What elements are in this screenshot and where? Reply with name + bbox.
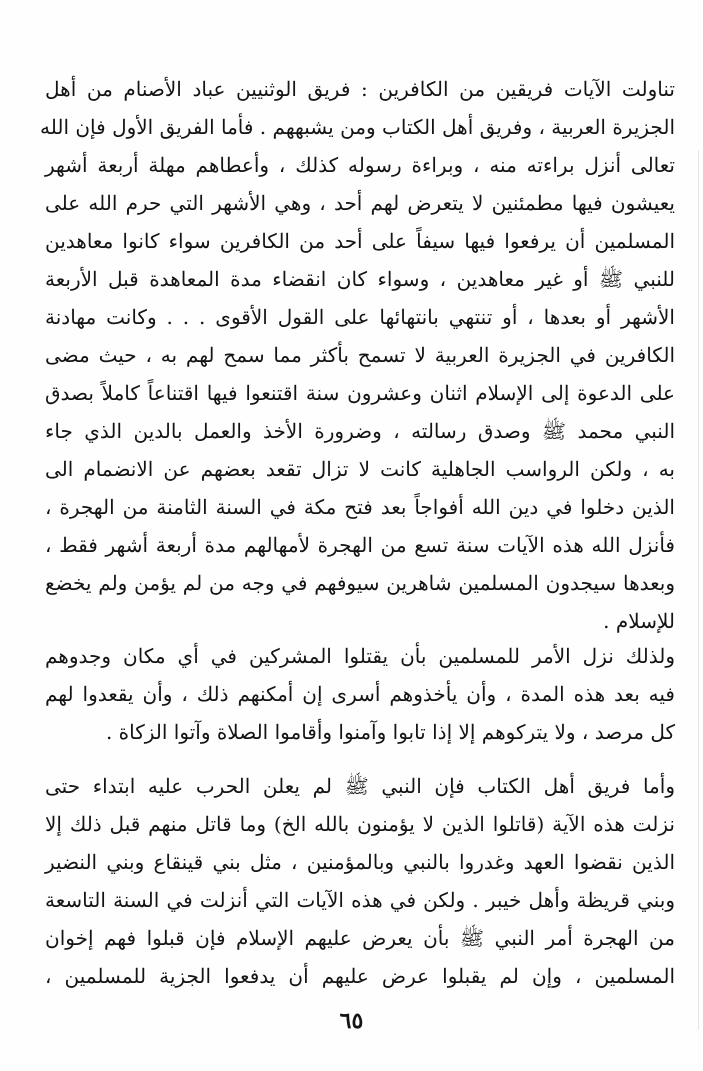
paragraph-1 xyxy=(40,70,675,640)
text-line: الذين نقضوا العهد وغدروا بالنبي وبالمؤمنين ، مثل بني قينقاع وبني النضير xyxy=(45,850,675,874)
text-line: ولذلك نزل الأمر للمسلمين بأن يقتلوا المشركين في أي مكان وجدوهم xyxy=(45,644,675,668)
page-number: ٦٥ xyxy=(339,1008,364,1034)
text-line: النبي محمد ﷺ وصدق رسالته ، وضرورة الأخذ والعمل بالدين الذي جاء xyxy=(45,419,675,443)
text-line: نزلت هذه الآية (قاتلوا الذين لا يؤمنون بالله الخ) وما قاتل منهم قبل ذلك إلا xyxy=(45,812,675,836)
text-line: على الدعوة إلى الإسلام اثنان وعشرون سنة اقتنعوا فيها اقتناعاً كاملاً بصدق xyxy=(45,381,675,405)
text-line: للنبي ﷺ أو غير معاهدين ، وسواء كان انقضاء مدة المعاهدة قبل الأربعة xyxy=(45,267,675,291)
text-line: وبني قريظة وأهل خيبر . ولكن في هذه الآيات التي أنزلت في السنة التاسعة xyxy=(45,888,675,912)
page-edge-line xyxy=(698,150,699,1030)
text-line: تناولت الآيات فريقين من الكافرين : فريق الوثنيين عباد الأصنام من أهل xyxy=(45,77,675,101)
text-line: المسلمين أن يرفعوا فيها سيفاً على أحد من الكافرين سواء كانوا معاهدين xyxy=(45,229,675,253)
text-line: كل مرصد ، ولا يتركوهم إلا إذا تابوا وآمنوا وأقاموا الصلاة وآتوا الزكاة . xyxy=(105,720,675,744)
text-line: يعيشون فيها مطمئنين لا يتعرض لهم أحد ، وهي الأشهر التي حرم الله على xyxy=(45,191,675,215)
text-line: الأشهر أو بعدها ، أو تنتهي بانتهائها على القول الأقوى . . . وكانت مهادنة xyxy=(45,305,675,329)
text-line: الكافرين في الجزيرة العربية لا تسمح بأكثر مما سمح لهم به ، حيث مضى xyxy=(45,343,675,367)
text-line: الجزيرة العربية ، وفريق أهل الكتاب ومن يشبههم . فأما الفريق الأول فإن الله xyxy=(40,115,675,139)
text-line: وأما فريق أهل الكتاب فإن النبي ﷺ لم يعلن الحرب عليه ابتداء حتى xyxy=(45,774,675,798)
text-line: المسلمين ، وإن لم يقبلوا عرض عليهم أن يدفعوا الجزية للمسلمين ، xyxy=(45,964,675,988)
text-line: للإسلام . xyxy=(603,609,675,633)
text-line: تعالى أنزل براءته منه ، وبراءة رسوله كذلك ، وأعطاهم مهلة أربعة أشهر xyxy=(45,153,675,177)
text-line: به ، ولكن الرواسب الجاهلية كانت لا تزال تقعد بعضهم عن الانضمام الى xyxy=(45,457,675,481)
paragraph-3 xyxy=(45,767,675,995)
text-line: فأنزل الله هذه الآيات سنة تسع من الهجرة لأمهالهم مدة أربعة أشهر فقط ، xyxy=(45,533,675,557)
paragraph-2 xyxy=(45,637,675,751)
text-line: فيه بعد هذه المدة ، وأن يأخذوهم أسرى إن أمكنهم ذلك ، وأن يقعدوا لهم xyxy=(45,682,675,706)
text-line: وبعدها سيجدون المسلمين شاهرين سيوفهم في وجه من لم يؤمن ولم يخضع xyxy=(45,571,675,595)
text-line: من الهجرة أمر النبي ﷺ بأن يعرض عليهم الإسلام فإن قبلوا فهم إخوان xyxy=(45,926,675,950)
text-line: الذين دخلوا في دين الله أفواجاً بعد فتح مكة في السنة الثامنة من الهجرة ، xyxy=(45,495,675,519)
